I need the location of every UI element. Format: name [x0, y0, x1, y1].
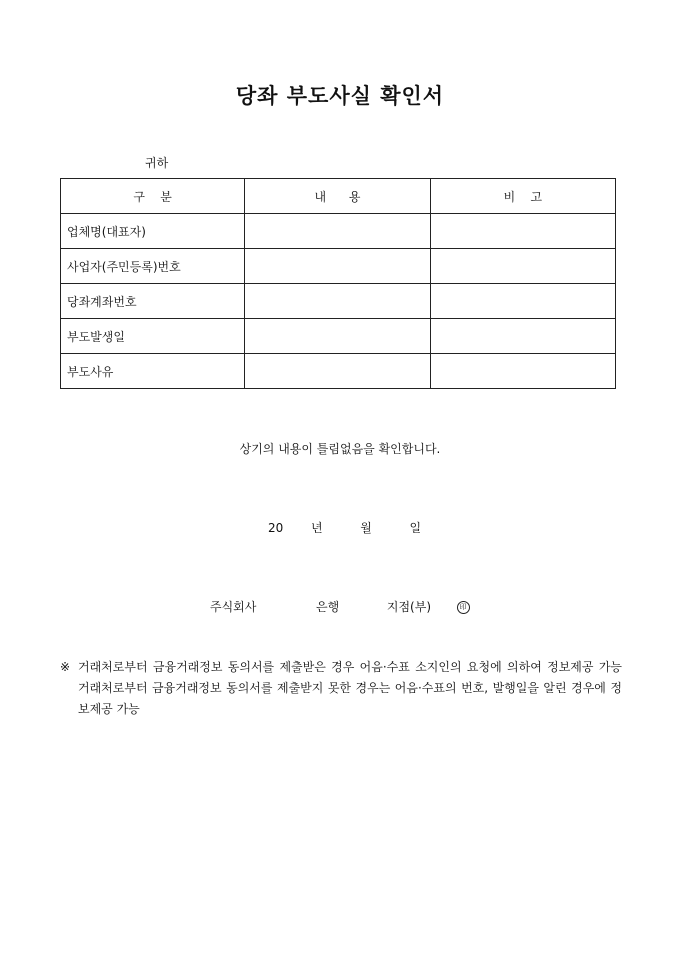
date-month-label: 월 — [360, 521, 372, 535]
footnote-text: 거래처로부터 금융거래정보 동의서를 제출받은 경우 어음·수표 소지인의 요청에 의하여 정보제공 가능 거래처로부터 금융거래정보 동의서를 제출받지 못한 경우는 어음·수표의 번호, 발행일을 알린 경우에 정보제공 가능 — [78, 660, 622, 716]
seal-icon: 印 — [457, 601, 470, 614]
table-row — [61, 354, 616, 389]
table-row — [61, 249, 616, 284]
signature-branch: 지점(부) — [386, 600, 432, 614]
header-content: 내 용 — [245, 179, 430, 214]
document-title: 당좌 부도사실 확인서 — [235, 83, 445, 108]
signature-line — [210, 598, 470, 615]
row-label: 부도발생일 — [61, 319, 245, 354]
recipient-suffix: 귀하 — [145, 156, 169, 170]
row-content-cell[interactable] — [245, 249, 430, 284]
info-table — [60, 178, 616, 389]
row-remark-cell[interactable] — [430, 354, 615, 389]
row-label: 업체명(대표자) — [61, 214, 245, 249]
reference-mark-icon: ※ — [60, 660, 71, 674]
table-row — [61, 319, 616, 354]
row-content-cell[interactable] — [245, 354, 430, 389]
table-header-row — [61, 179, 616, 214]
row-label: 당좌계좌번호 — [61, 284, 245, 319]
date-year-label: 년 — [310, 521, 323, 535]
row-remark-cell[interactable] — [430, 214, 615, 249]
row-remark-cell[interactable] — [430, 319, 615, 354]
row-content-cell[interactable] — [245, 319, 430, 354]
table-row — [61, 284, 616, 319]
row-content-cell[interactable] — [245, 214, 430, 249]
date-day-label: 일 — [409, 521, 422, 535]
footnote — [60, 657, 622, 720]
row-remark-cell[interactable] — [430, 249, 615, 284]
confirmation-text: 상기의 내용이 틀림없음을 확인합니다. — [239, 442, 441, 456]
header-category: 구 분 — [61, 179, 245, 214]
row-label: 부도사유 — [61, 354, 245, 389]
row-remark-cell[interactable] — [430, 284, 615, 319]
row-content-cell[interactable] — [245, 284, 430, 319]
row-label: 사업자(주민등록)번호 — [61, 249, 245, 284]
signature-company: 주식회사 — [210, 600, 257, 614]
date-year-prefix: 20 — [268, 521, 284, 535]
header-remark: 비 고 — [430, 179, 615, 214]
signature-bank: 은행 — [316, 600, 340, 614]
table-row — [61, 214, 616, 249]
date-line — [268, 519, 421, 536]
